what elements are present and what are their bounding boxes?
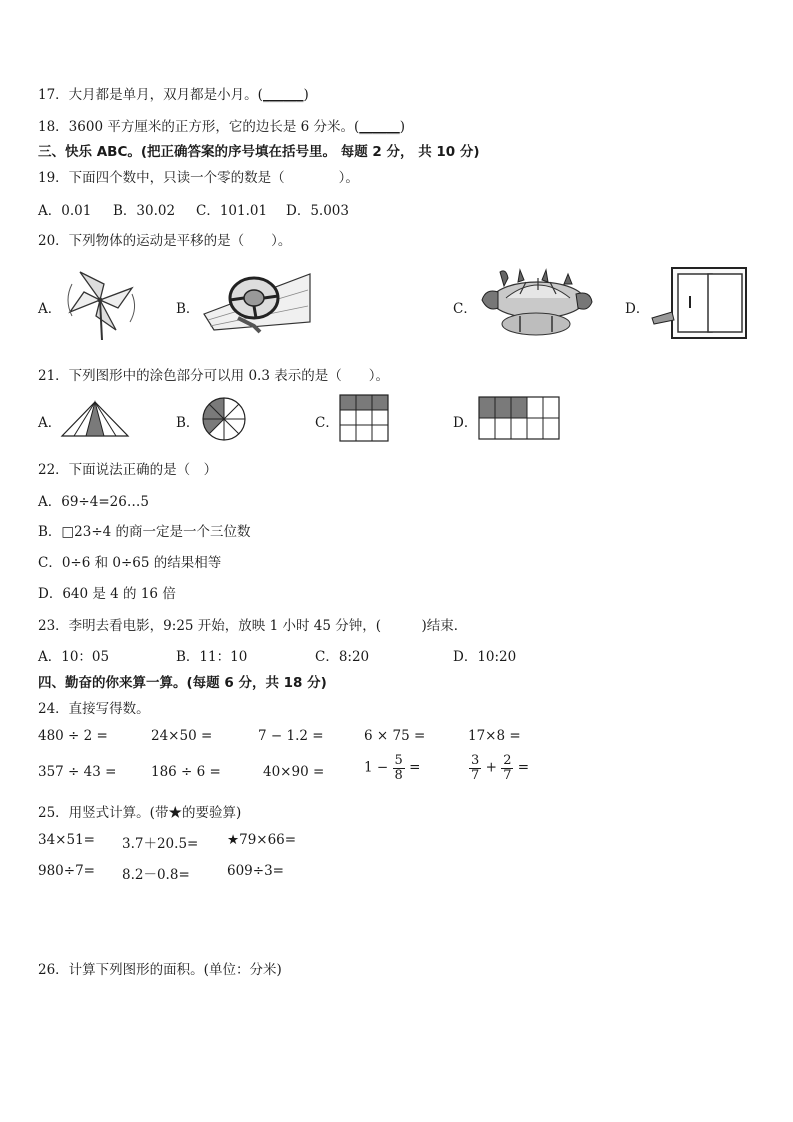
option-a-label[interactable]: A． [38,415,62,431]
calc-item: 609÷3= [227,863,284,879]
denominator: 7 [503,767,512,783]
numerator: 3 [471,753,480,768]
calc-item: 186 ÷ 6 = [151,764,221,780]
denominator: 7 [471,767,480,783]
question-19-stem: 19．下面四个数中，只读一个零的数是（ ）。 [38,170,359,186]
option-b-label[interactable]: B． [176,301,200,317]
question-20-stem: 20．下列物体的运动是平移的是（ ）。 [38,233,292,249]
option-d[interactable]: D．5.003 [286,203,349,219]
question-17 [38,83,309,103]
calc-item: ★79×66= [227,832,297,848]
numerator: 5 [394,753,403,768]
option-a[interactable]: A．10：05 [38,649,110,665]
question-18-text: 18．3600 平方厘米的正方形，它的边长是 6 分米。( [38,119,360,135]
option-a[interactable]: A．0.01 [38,203,92,219]
calc-item: 357 ÷ 43 = [38,764,117,780]
calc-item: 40×90 = [263,764,325,780]
calc-item: 480 ÷ 2 = [38,728,108,744]
section-4-heading: 四、勤奋的你来算一算。(每题 6 分，共 18 分) [38,675,327,691]
equals-sign: = [517,759,530,776]
calc-item: 8.2－0.8= [122,867,190,883]
option-d[interactable]: D．640 是 4 的 16 倍 [38,586,176,602]
shaded-grid-d-figure [478,396,560,440]
option-b[interactable]: B．30.02 [113,203,176,219]
calc-item: 980÷7= [38,863,95,879]
option-d-label[interactable]: D． [625,301,650,317]
calc-item: 34×51= [38,832,95,848]
option-b[interactable]: B．□23÷4 的商一定是一个三位数 [38,524,251,540]
option-a-label[interactable]: A． [38,301,62,317]
pinwheel-icon [60,264,142,340]
fraction-expression-2 [469,754,529,782]
sliding-window-icon [648,266,750,340]
calc-item: 3.7＋20.5= [122,836,199,852]
option-c[interactable]: C．0÷6 和 0÷65 的结果相等 [38,555,222,571]
option-c[interactable]: C．8:20 [315,649,370,665]
option-d-label[interactable]: D． [453,415,478,431]
option-c[interactable]: C．101.01 [196,203,268,219]
question-24-stem: 24．直接写得数。 [38,701,150,717]
plus-sign: + [485,759,497,776]
calc-item: 6 × 75 = [364,728,426,744]
expression-lead: 1 − [364,759,389,776]
fraction-expression-1 [364,754,420,782]
option-c-label[interactable]: C． [315,415,339,431]
section-3-heading: 三、快乐 ABC。(把正确答案的序号填在括号里。 每题 2 分， 共 10 分) [38,144,480,160]
question-26-stem: 26．计算下列图形的面积。(单位：分米) [38,962,282,978]
fraction [469,754,481,782]
denominator: 8 [394,767,403,783]
fraction [501,754,513,782]
option-d[interactable]: D．10:20 [453,649,517,665]
calc-item: 7 − 1.2 = [258,728,324,744]
steering-wheel-icon [200,270,312,334]
option-b[interactable]: B．11：10 [176,649,248,665]
shaded-circle-figure [201,396,247,442]
question-25-stem: 25．用竖式计算。(带★的要验算) [38,805,242,821]
option-a[interactable]: A．69÷4=26…5 [38,494,149,510]
answer-blank[interactable]: ______ [262,87,304,103]
numerator: 2 [503,753,512,768]
question-23-stem: 23．李明去看电影，9:25 开始，放映 1 小时 45 分钟，( )结束． [38,618,468,634]
calc-item: 17×8 = [468,728,521,744]
option-b-label[interactable]: B． [176,415,200,431]
question-22-stem: 22．下面说法正确的是（ ） [38,462,218,478]
equals-sign: = [409,759,421,776]
answer-blank[interactable]: ______ [359,119,400,135]
option-c-label[interactable]: C． [453,301,477,317]
shaded-triangle-figure [60,400,130,438]
shaded-grid-c-figure [339,394,389,442]
calc-item: 24×50 = [151,728,213,744]
question-18 [38,115,405,135]
close-paren: ) [399,119,406,135]
question-21-stem: 21．下列图形中的涂色部分可以用 0.3 表示的是（ ）。 [38,368,389,384]
question-17-text: 17．大月都是单月，双月都是小月。( [38,87,263,103]
close-paren: ) [303,87,309,103]
carousel-icon [476,268,598,338]
fraction [393,754,405,782]
